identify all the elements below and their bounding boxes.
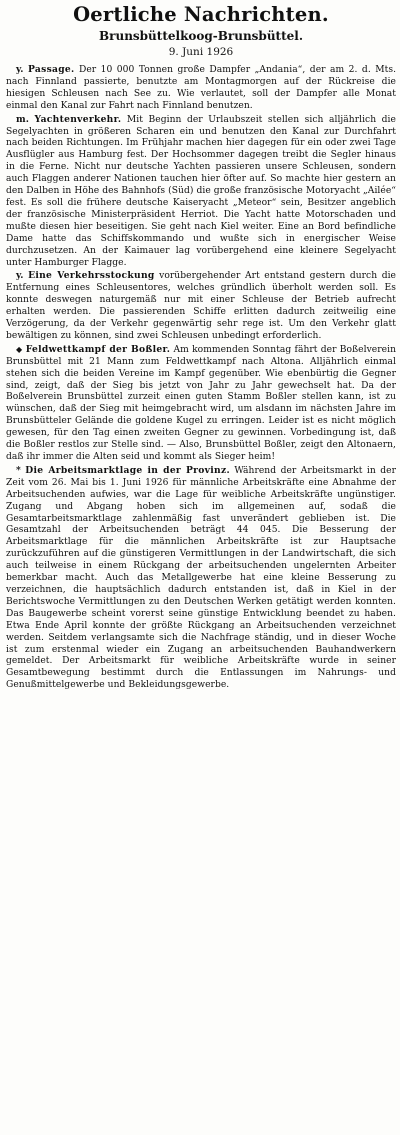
article-headline: Yachtenverkehr.: [34, 113, 122, 125]
section-title: Oertliche Nachrichten.: [73, 3, 329, 26]
article-kicker: y.: [16, 270, 24, 282]
article-verkehrsstockung: [6, 270, 396, 342]
dateline: 9. Juni 1926: [168, 46, 234, 58]
article-yachtenverkehr: [6, 114, 396, 270]
article-body: Der 10 000 Tonnen große Dampfer „Andania“, der am 2. d. Mts. nach Finnland passierte, benutzte am Montagmorgen auf der Rückreise die hiesigen Schleusen nach See zu. Wie verlautet, soll der Dampfer alle Monat einmal den Kanal zur Fahrt nach Finnland benutzen.: [6, 65, 397, 111]
article-body: Am kommenden Sonntag fährt der Boßelverein Brunsbüttel mit 21 Mann zum Feldwettkampf nach Altona. Alljährlich einmal stehen sich die beiden Vereine im Kampf gegenüber. Wie ebenbürtig die Gegner sind, zeigt, daß der Sieg bis jetzt von Jahr zu Jahr gewechselt hat. Da der Boßelverein Brunsbüttel zurzeit einen guten Stamm Boßler stellen kann, ist zu wünschen, daß der Sieg mit heimgebracht wird, um alsdann im nächsten Jahre im Brunsbütteler Gelände die goldene Kugel zu erringen. Leider ist es nicht möglich gewesen, für den Tag einen zweiten Gegner zu gewinnen. Vorbedingung ist, daß die Boßler restlos zur Stelle sind. — Also, Brunsbüttel Boßler, zeigt den Altonaern, daß ihr immer die Alten seid und kommt als Sieger heim!: [6, 344, 397, 462]
article-kicker: *: [16, 464, 21, 476]
article-body: Während der Arbeitsmarkt in der Zeit vom 26. Mai bis 1. Juni 1926 für männliche Arbeitskräfte eine Abnahme der Arbeitsuchenden aufwies, war die Lage für weibliche Arbeitskräfte ungünstiger. Zugang und Abgang hoben sich im allgemeinen auf, sodaß die Gesamtarbeitsmarktlage zahlenmäßig fast unverändert geblieben ist. Die Gesamtzahl der Arbeitsuchenden beträgt 44 045. Die Besserung der Arbeitsmarktlage für die männlichen Arbeitskräfte ist zur Hauptsache zurückzuführen auf die günstigeren Vermittlungen in der Landwirtschaft, die sich auch teilweise in einem Rückgang der arbeitsuchenden ungelernten Arbeiter bemerkbar macht. Auch das Metallgewerbe hat eine kleine Besserung zu verzeichnen, die hauptsächlich dadurch entstanden ist, daß in Kiel in der Berichtswoche Vermittlungen zu den Deutschen Werken getätigt werden konnten. Das Baugewerbe scheint vorerst seine günstige Entwicklung beendet zu haben. Etwa Ende April konnte der größte Rückgang an Arbeitsuchenden verzeichnet werden. Seitdem verlangsamte sich die Nachfrage ständig, und in dieser Woche ist zum erstenmal wieder ein Zugang an arbeitsuchenden Bauhandwerkern gemeldet. Der Arbeitsmarkt für weibliche Arbeitskräfte wurde in seiner Gesamtbewegung bestimmt durch die Entlassungen im Nahrungs- und Genußmittelgewerbe und Bekleidungsgewerbe.: [6, 465, 397, 691]
article-headline: Feldwettkampf der Boßler.: [25, 343, 171, 355]
diamond-icon: ◆: [16, 343, 23, 354]
article-arbeitsmarktlage: [6, 465, 396, 692]
article-kicker: m.: [16, 113, 29, 125]
article-headline: Eine Verkehrsstockung: [28, 270, 155, 282]
article-feldwettkampf: [6, 344, 396, 464]
locality-heading: Brunsbüttelkoog-Brunsbüttel.: [99, 29, 303, 43]
article-passage: [6, 64, 396, 113]
article-body: Mit Beginn der Urlaubszeit stellen sich alljährlich die Segelyachten in größeren Scharen ein und benutzen den Kanal zur Durchfahrt nach beiden Richtungen. Im Frühjahr machen hier dagegen für ein oder zwei Tage Ausflügler aus Hamburg fest. Der Hochsommer dagegen treibt die Segler hinaus in die Ferne. Nicht nur deutsche Yachten passieren unsere Schleusen, sondern auch Flaggen anderer Nationen tauchen hier öfter auf. So machte hier gestern an den Dalben in Höhe des Bahnhofs (Süd) die große französische Motoryacht „Ailée“ fest. Es soll die frühere deutsche Kaiseryacht „Meteor“ sein, Besitzer angeblich der französische Ministerpräsident Herriot. Die Yacht hatte Motorschaden und mußte diesen hier beseitigen. Sie geht nach Kiel weiter. Eine an Bord befindliche Dame hatte das Schiffskommando und wußte sich in energischer Weise durchzusetzen. An der Kaimauer lag vorübergehend eine kleinere Segelyacht unter Hamburger Flagge.: [6, 114, 396, 268]
article-body: vorübergehender Art entstand gestern durch die Entfernung eines Schleusentores, welches gründlich überholt werden soll. Es konnte deswegen naturgemäß nur mit einer Schleuse der Betrieb aufrecht erhalten werden. Die passierenden Schiffe erlitten dadurch zeitweilig eine Verzögerung, da der Verkehr gegenwärtig sehr rege ist. Um den Verkehr glatt bewältigen zu können, sind zwei Schleusen unbedingt erforderlich.: [6, 271, 396, 341]
article-headline: Die Arbeitsmarktlage in der Provinz.: [25, 464, 230, 476]
article-kicker: y.: [16, 64, 24, 75]
article-headline: Passage.: [28, 64, 75, 75]
